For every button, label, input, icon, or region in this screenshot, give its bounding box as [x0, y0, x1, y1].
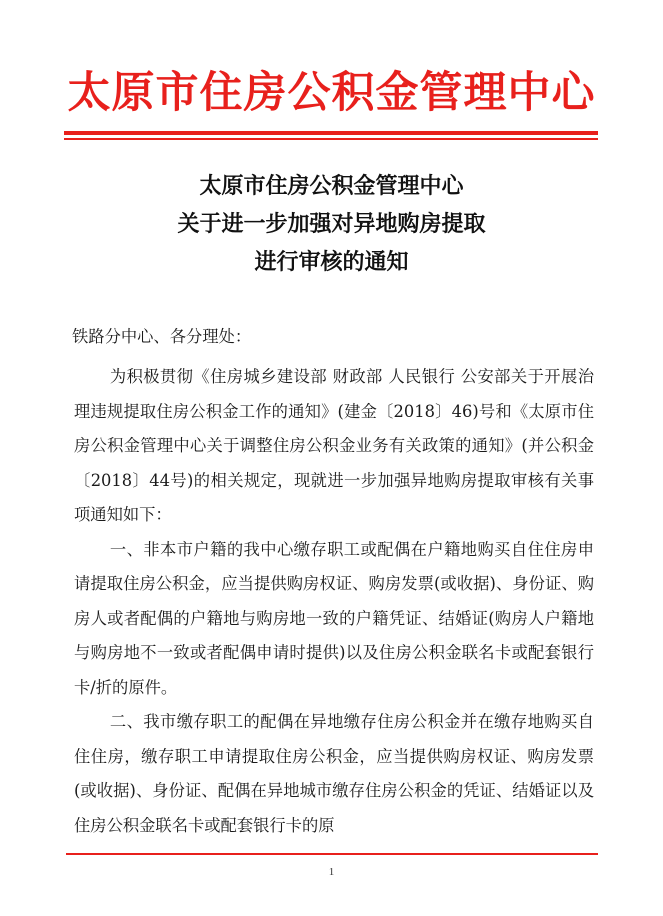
document-title-line: 关于进一步加强对异地购房提取	[177, 211, 486, 237]
document-title-line: 进行审核的通知	[254, 249, 409, 275]
document-title	[0, 167, 663, 281]
document-body	[74, 360, 594, 843]
footer-rule	[66, 853, 598, 855]
page-number: 1	[328, 866, 335, 878]
body-paragraph: 为积极贯彻《住房城乡建设部 财政部 人民银行 公安部关于开展治理违规提取住房公积金工作的通知》(建金〔2018〕46)号和《太原市住房公积金管理中心关于调整住房公积金业务有关政策的通知》(并公积金〔2018〕44号)的相关规定，现就进一步加强异地购房提取审核有关事项通知如下：	[74, 367, 594, 524]
addressee: 铁路分中心、各分理处：	[72, 327, 252, 346]
document-title-line: 太原市住房公积金管理中心	[199, 173, 464, 199]
body-paragraph: 二、我市缴存职工的配偶在异地缴存住房公积金并在缴存地购买自住住房，缴存职工申请提取住房公积金，应当提供购房权证、购房发票(或收据)、身份证、配偶在异地城市缴存住房公积金的凭证、结婚证以及住房公积金联名卡或配套银行卡的原	[74, 712, 594, 835]
masthead-org-name: 太原市住房公积金管理中心	[67, 68, 596, 118]
body-paragraph: 一、非本市户籍的我中心缴存职工或配偶在户籍地购买自住住房申请提取住房公积金，应当提供购房权证、购房发票(或收据)、身份证、购房人或者配偶的户籍地与购房地一致的户籍凭证、结婚证(购房人户籍地与购房地不一致或者配偶申请时提供)以及住房公积金联名卡或配套银行卡/折的原件。	[74, 539, 594, 697]
masthead-rule-thin	[64, 138, 598, 140]
masthead-rule-thick	[64, 131, 598, 135]
